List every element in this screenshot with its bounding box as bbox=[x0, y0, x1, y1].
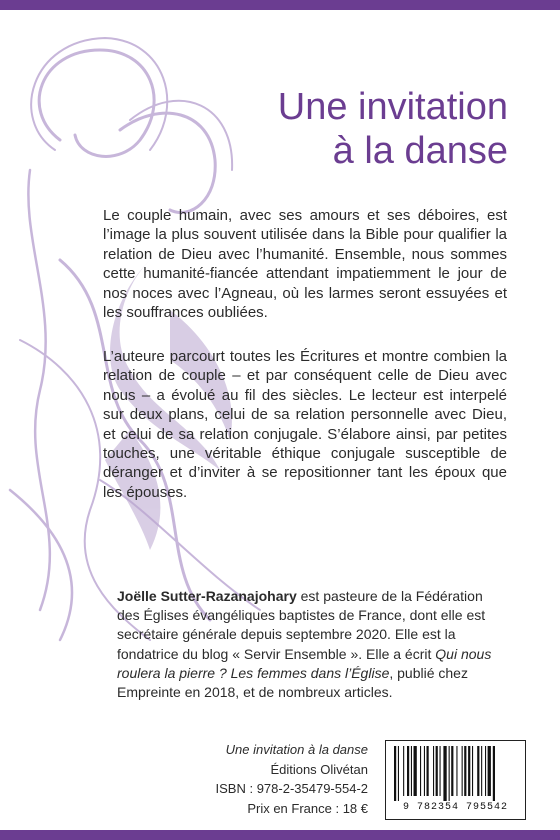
barcode-bar bbox=[464, 746, 466, 796]
title-line-1: Une invitation bbox=[277, 86, 508, 129]
barcode-bar bbox=[407, 746, 409, 796]
colophon-price: Prix en France : 18 € bbox=[247, 800, 368, 816]
barcode-bar bbox=[420, 746, 421, 796]
bottom-color-band bbox=[0, 830, 560, 840]
author-bio-text-1: est pasteure de la Fédération des Églises évangéliques baptistes de France, dont elle est secrétaire générale depuis septembre 2020. Elle est la fondatrice du blog « Servir Ensemble ». Elle a écrit bbox=[117, 588, 486, 662]
barcode-bar bbox=[472, 746, 473, 796]
barcode-bar bbox=[427, 746, 429, 796]
summary-paragraph-2 bbox=[103, 347, 507, 502]
author-bio-text-2: , publié chez Empreinte en 2018, et de nombreux articles. bbox=[117, 664, 468, 701]
barcode-bar bbox=[411, 746, 412, 796]
author-bio bbox=[117, 587, 509, 702]
author-name: Joëlle Sutter-Razanajohary bbox=[117, 588, 297, 604]
barcode-bar bbox=[462, 746, 463, 796]
barcode-bar bbox=[443, 746, 446, 801]
colophon-book-title: Une invitation à la danse bbox=[225, 742, 368, 757]
barcode-bar bbox=[403, 746, 404, 796]
dancing-couple-illustration bbox=[0, 10, 300, 650]
barcode-bar bbox=[485, 746, 486, 796]
barcode-bar bbox=[433, 746, 434, 796]
barcode-bar bbox=[436, 746, 438, 796]
barcode-bar bbox=[424, 746, 425, 796]
author-book-title: Qui nous roulera la pierre ? Les femmes dans l’Église bbox=[117, 645, 492, 681]
paragraph-1-text: Le couple humain, avec ses amours et ses déboires, est l’image la plus souvent utilisée dans la Bible pour qualifier la relation de Dieu avec l’humanité. Ensemble, nous sommes cette humanité-fiancée attendant impatiemment le jour de nos noces avec l’Agneau, où les larmes seront essuyées et les souffrances oubliées. bbox=[103, 207, 507, 322]
colophon bbox=[216, 740, 368, 818]
barcode-bar bbox=[451, 746, 453, 796]
barcode-bar bbox=[493, 746, 495, 801]
isbn-barcode bbox=[385, 740, 526, 820]
barcode-bar bbox=[477, 746, 479, 796]
barcode-bar bbox=[394, 746, 396, 801]
barcode-bar bbox=[488, 746, 491, 796]
barcode-bars bbox=[394, 746, 517, 801]
paragraph-2-text: L’auteure parcourt toutes les Écritures et montre combien la relation de couple – et par conséquent celle de Dieu avec nous – a évolué au fil des siècles. Le lecteur est interpelé sur deux plans, celui de sa relation personnelle avec Dieu, et celui de sa relation conjugale. S’élabore ainsi, par petites touches, une véritable éthique conjugale susceptible de déranger et d’inviter à se repositionner tant les époux que les épouses. bbox=[103, 348, 507, 501]
barcode-bar bbox=[414, 746, 417, 796]
colophon-publisher: Éditions Olivétan bbox=[270, 761, 368, 777]
barcode-bar bbox=[481, 746, 482, 796]
barcode-bar bbox=[468, 746, 470, 796]
barcode-bar bbox=[440, 746, 441, 796]
title-line-2: à la danse bbox=[332, 130, 508, 173]
barcode-bar bbox=[398, 746, 399, 801]
top-color-band bbox=[0, 0, 560, 10]
summary-paragraph-1 bbox=[103, 206, 507, 322]
book-title bbox=[278, 85, 508, 173]
barcode-digits: 9 782354 795542 bbox=[402, 802, 508, 813]
colophon-isbn: ISBN : 978-2-35479-554-2 bbox=[215, 781, 368, 797]
barcode-bar bbox=[449, 746, 450, 801]
barcode-bar bbox=[456, 746, 457, 796]
